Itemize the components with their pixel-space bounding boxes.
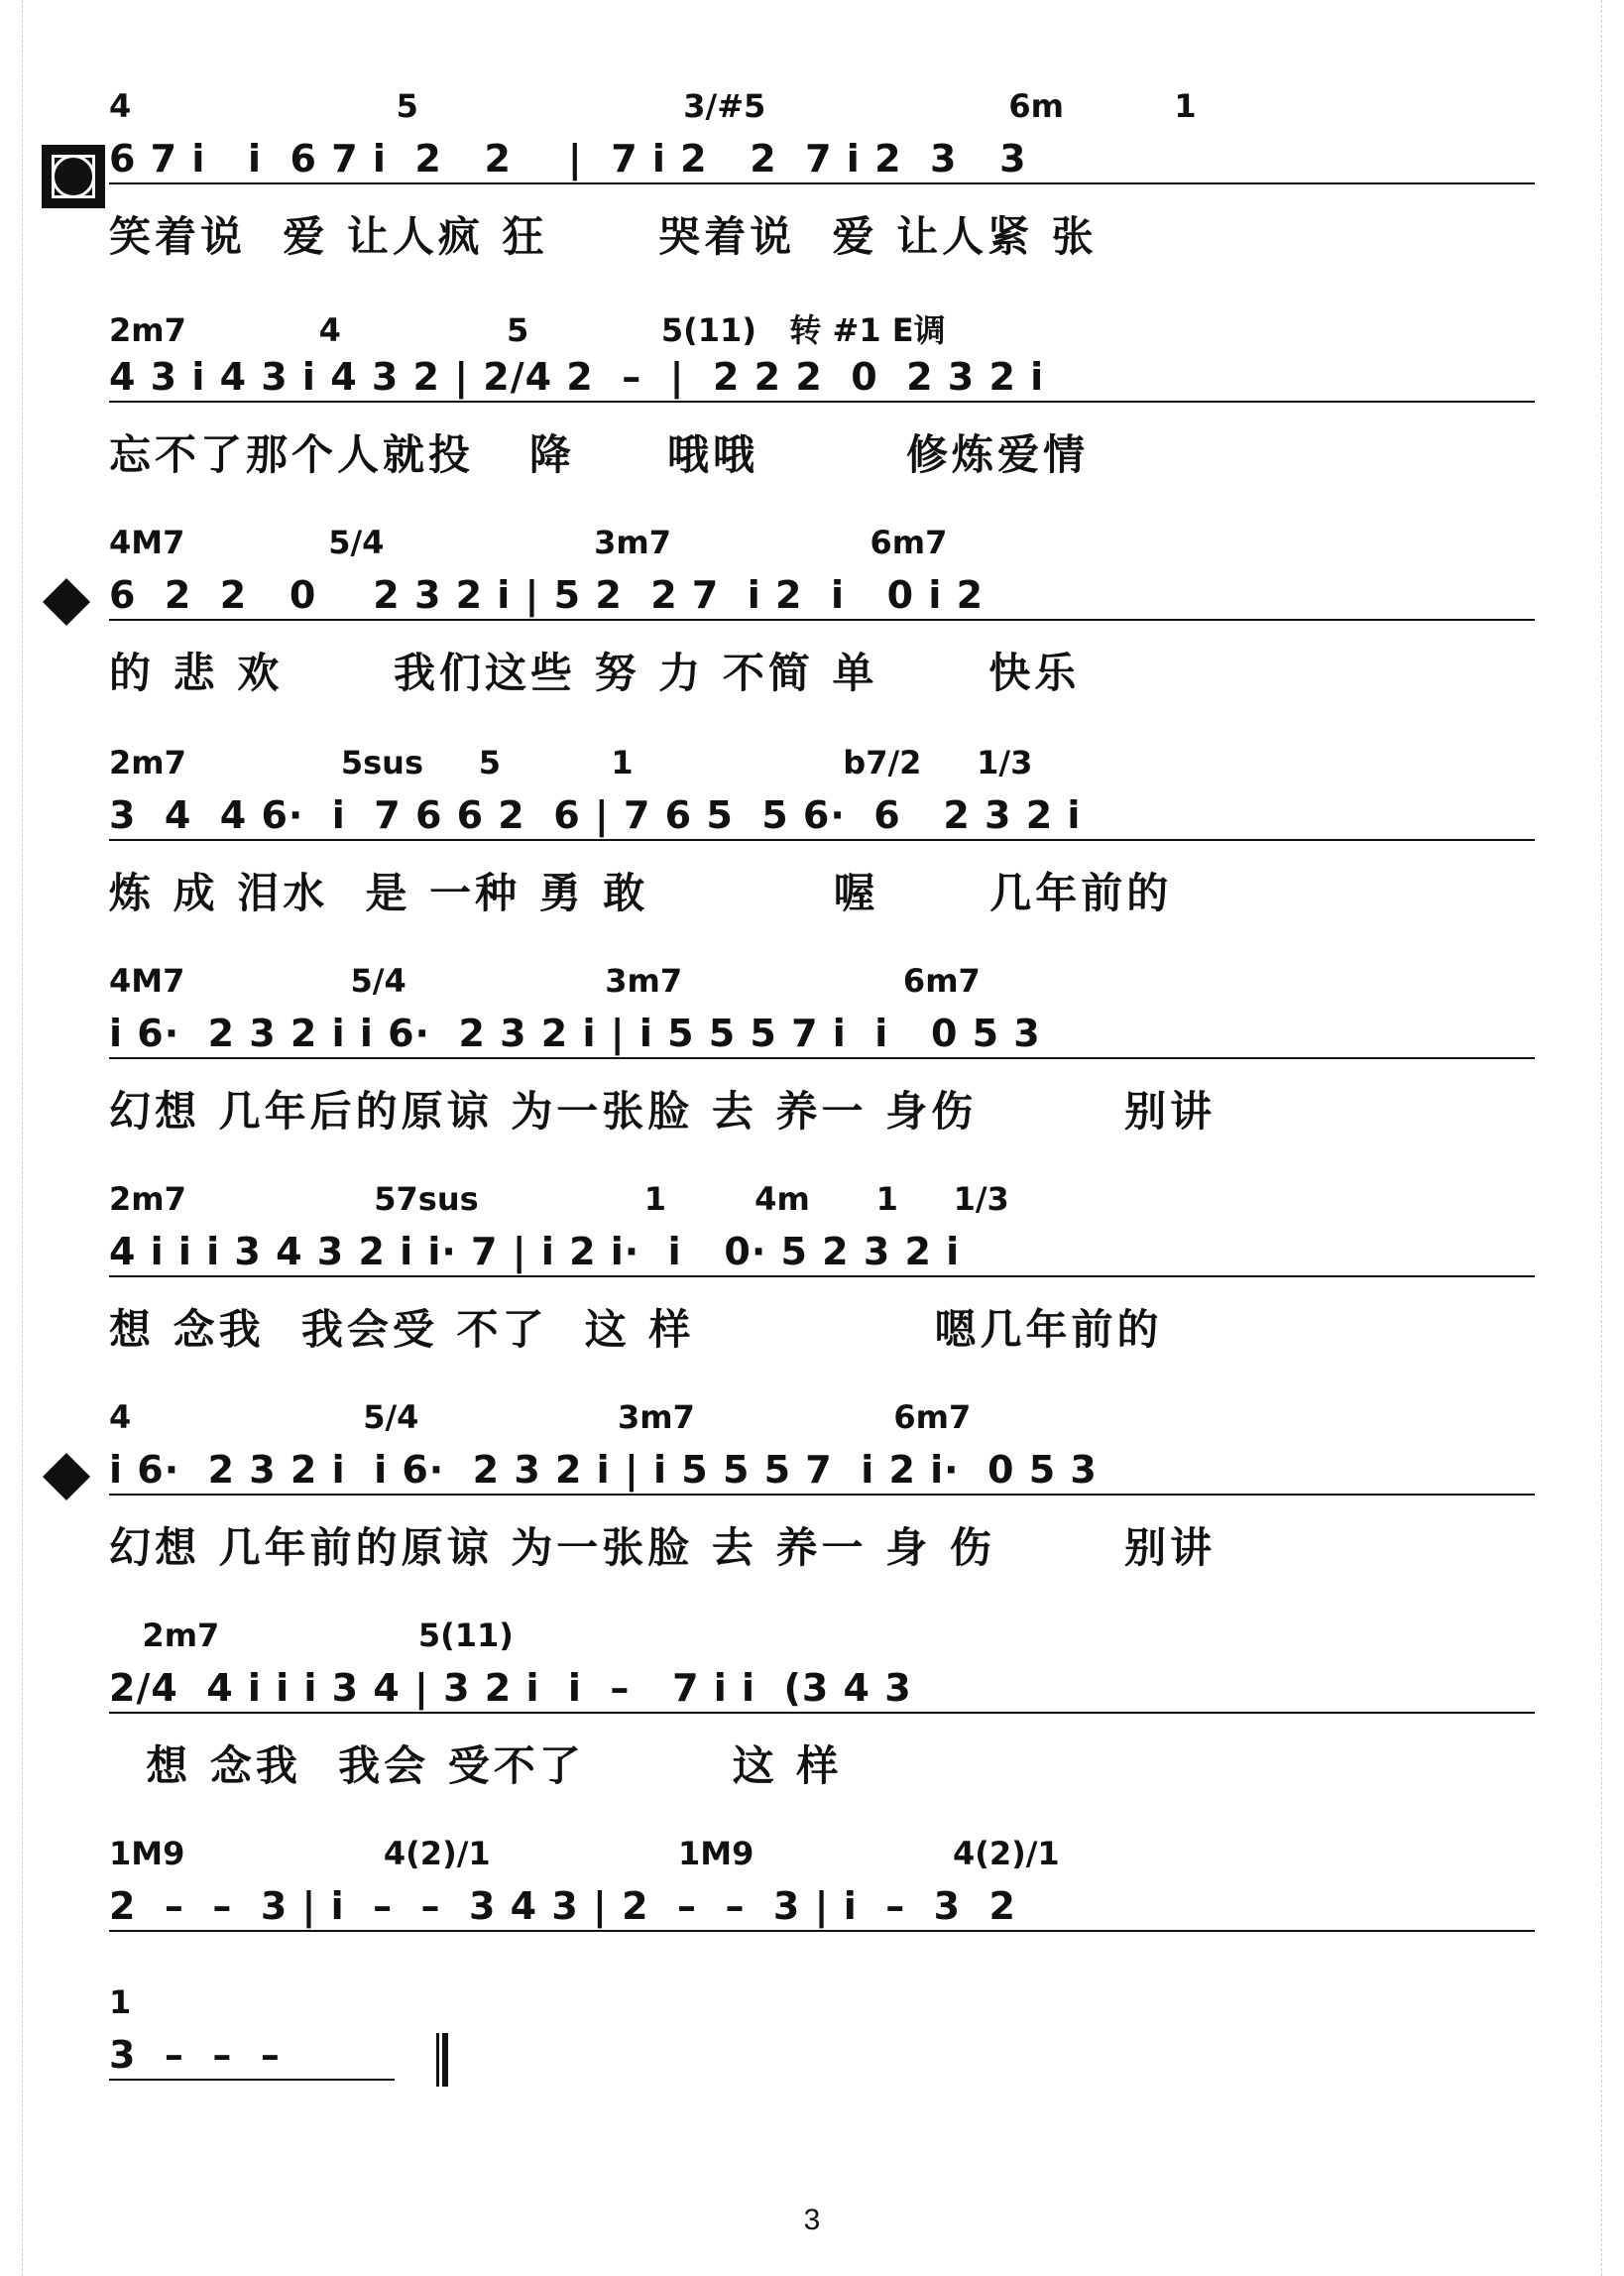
lyrics-line: 的 悲 欢 我们这些 努 力 不简 单 快乐 — [109, 649, 1081, 697]
chord-line: 4M7 5/4 3m7 6m7 — [109, 524, 948, 561]
chord-line: 2m7 5(11) — [109, 1617, 514, 1654]
left-margin-line — [22, 0, 23, 2276]
notes-line: 3 4 4 6· i 7 6 6 2 6 | 7 6 5 5 6· 6 2 3 2 i — [109, 793, 1535, 841]
lyrics-line: 幻想 几年前的原谅 为一张脸 去 养一 身 伤 别讲 — [109, 1523, 1217, 1572]
lyrics-line: 幻想 几年后的原谅 为一张脸 去 养一 身伤 别讲 — [109, 1087, 1217, 1136]
lyrics-line: 想 念我 我会受 不了 这 样 嗯几年前的 — [109, 1305, 1163, 1354]
lyrics-line: 笑着说 爱 让人疯 狂 哭着说 爱 让人紧 张 — [109, 212, 1098, 261]
chord-line: 4M7 5/4 3m7 6m7 — [109, 962, 981, 1000]
notes-line: i 6· 2 3 2 i i 6· 2 3 2 i | i 5 5 5 7 i i 0 5 3 — [109, 1012, 1535, 1059]
chord-line: 1M9 4(2)/1 1M9 4(2)/1 — [109, 1835, 1060, 1872]
notes-line: 3 – – – — [109, 2033, 395, 2081]
segno-diamond-icon — [43, 578, 90, 626]
chord-line: 4 5/4 3m7 6m7 — [109, 1398, 972, 1436]
final-barline — [436, 2033, 448, 2087]
page-number: 3 — [803, 2204, 821, 2236]
notes-line: 6 7 i i 6 7 i 2 2 | 7 i 2 2 7 i 2 3 3 — [109, 137, 1535, 184]
chord-line: 4 5 3/#5 6m 1 — [109, 87, 1197, 125]
notes-line: 4 3 i 4 3 i 4 3 2 | 2/4 2 – | 2 2 2 0 2 3 2 i — [109, 355, 1535, 403]
notes-line: 2 – – 3 | i – – 3 4 3 | 2 – – 3 | i – 3 2 — [109, 1884, 1535, 1932]
segno-diamond-icon — [43, 1453, 90, 1500]
lyrics-line: 忘不了那个人就投 降 哦哦 修炼爱情 — [109, 430, 1089, 479]
lyrics-line: 炼 成 泪水 是 一种 勇 敢 喔 几年前的 — [109, 869, 1173, 917]
chord-line: 2m7 5sus 5 1 b7/2 1/3 — [109, 744, 1033, 781]
notes-line: 2/4 4 i i i 3 4 | 3 2 i i – 7 i i (3 4 3 — [109, 1666, 1535, 1714]
chord-line: 1 — [109, 1983, 132, 2021]
notes-line: i 6· 2 3 2 i i 6· 2 3 2 i | i 5 5 5 7 i 2 i· 0 5 3 — [109, 1448, 1535, 1496]
notes-line: 6 2 2 0 2 3 2 i | 5 2 2 7 i 2 i 0 i 2 — [109, 573, 1535, 621]
chord-line: 2m7 57sus 1 4m 1 1/3 — [109, 1180, 1009, 1218]
notes-line: 4 i i i 3 4 3 2 i i· 7 | i 2 i· i 0· 5 2 3 2 i — [109, 1230, 1535, 1277]
chord-line: 2m7 4 5 5(11) 转 #1 E调 — [109, 311, 946, 349]
right-margin-line — [1601, 0, 1602, 2276]
lyrics-line: 想 念我 我会 受不了 这 样 — [109, 1741, 843, 1790]
logo-icon — [42, 145, 105, 208]
